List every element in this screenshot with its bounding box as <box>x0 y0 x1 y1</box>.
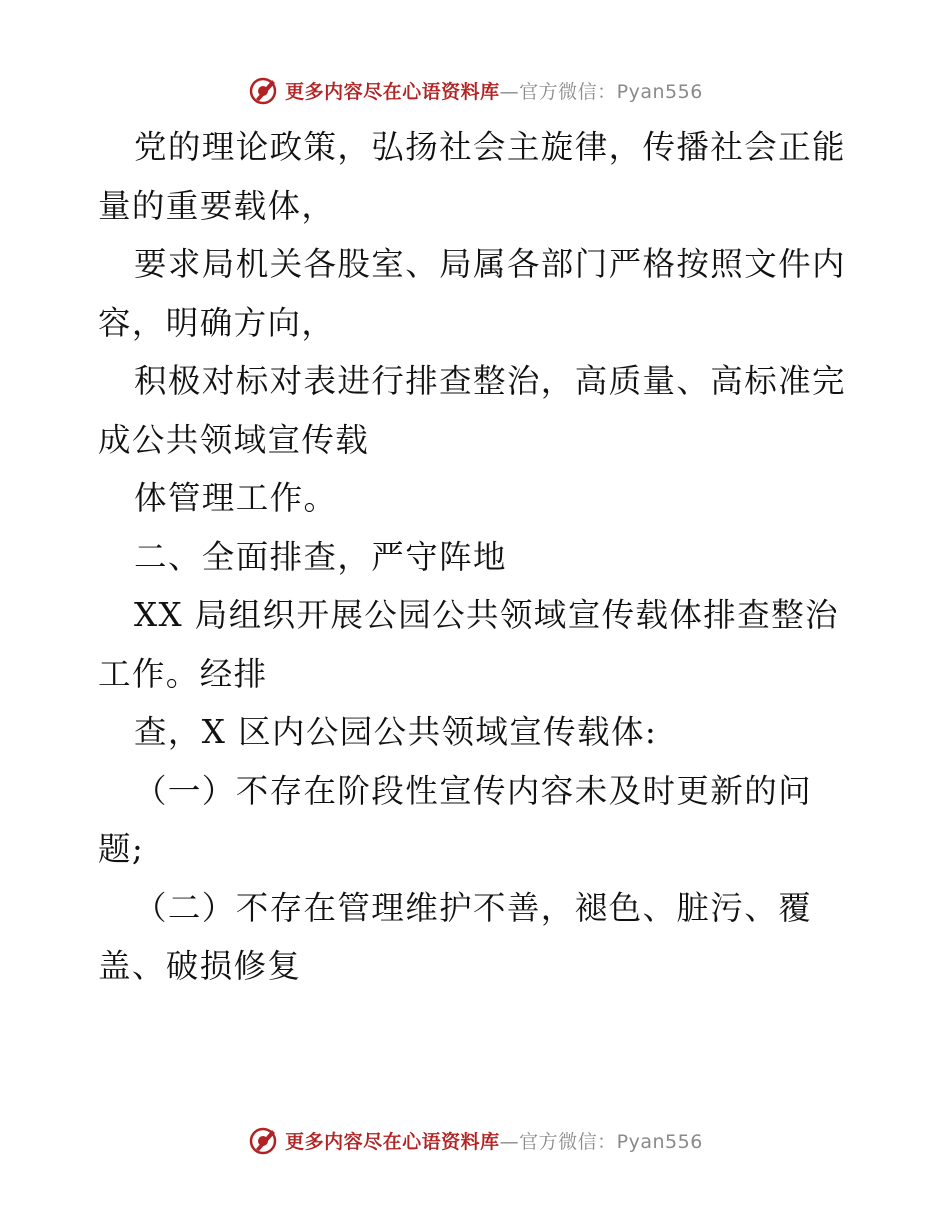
watermark-text <box>285 77 703 104</box>
body-line: 体管理工作。 <box>134 479 338 517</box>
section-heading: 二、全面排查，严守阵地 <box>134 537 507 576</box>
list-item: （二）不存在管理维护不善，褪色、脏污、覆 <box>134 888 813 927</box>
watermark-suffix: 官方微信：Pyan556 <box>519 1130 703 1153</box>
watermark-separator: — <box>499 80 520 103</box>
watermark-suffix: 官方微信：Pyan556 <box>519 80 703 103</box>
pen-circle-logo-icon <box>247 74 279 106</box>
body-line: 积极对标对表进行排查整治，高质量、高标准完 <box>134 362 846 400</box>
body-line: 容，明确方向， <box>98 303 336 342</box>
body-line: 成公共领域宣传载 <box>98 420 370 459</box>
body-line: 盖、破损修复 <box>98 947 302 985</box>
body-line: 工作。经排 <box>98 654 268 693</box>
document-body <box>98 118 858 996</box>
body-line: 量的重要载体， <box>98 186 336 225</box>
list-item: （一）不存在阶段性宣传内容未及时更新的问 <box>134 771 813 810</box>
watermark-separator: — <box>499 1130 520 1153</box>
body-line: 题; <box>98 830 145 868</box>
body-line: 要求局机关各股室、局属各部门严格按照文件内 <box>134 245 846 283</box>
body-line: 党的理论政策，弘扬社会主旋律，传播社会正能 <box>134 128 846 166</box>
watermark-brand: 更多内容尽在心语资料库 <box>285 80 500 103</box>
footer-watermark <box>0 1120 950 1160</box>
watermark-brand: 更多内容尽在心语资料库 <box>285 1130 500 1153</box>
body-line: XX 局组织开展公园公共领域宣传载体排查整治 <box>134 596 839 634</box>
pen-circle-logo-icon <box>247 1124 279 1156</box>
watermark-text <box>285 1127 703 1154</box>
header-watermark <box>0 70 950 110</box>
body-line: 查，X 区内公园公共领域宣传载体: <box>134 713 658 751</box>
